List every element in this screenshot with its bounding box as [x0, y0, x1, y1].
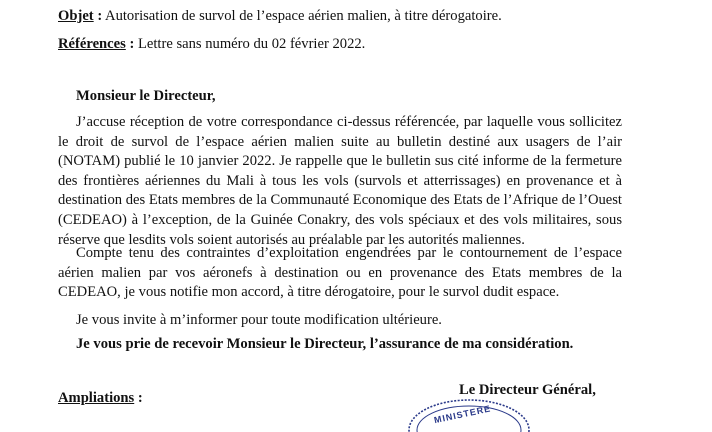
paragraph-line: aérien malien par vos aéronefs à destination ou en provenance des Etats membres de la — [58, 264, 622, 281]
ampliations-separator: : — [134, 390, 143, 406]
paragraph-line: réserve que lesdits vols soient autorisés au préalable par les autorités maliennes. — [58, 231, 525, 248]
paragraph-line: le droit de survol de l’espace aérien malien suite au bulletin destiné aux usagers de l’air — [58, 133, 622, 150]
ampliations-label: Ampliations — [58, 390, 135, 406]
references-separator: : — [125, 36, 135, 52]
paragraph-line: CEDEAO, je vous notifie mon accord, à titre dérogatoire, pour le survol dudit espace. — [58, 284, 560, 301]
paragraph-line: destination des Etats membres de la Communauté Economique des Etats de l’Afrique de l’Ouest — [58, 192, 622, 209]
references-label: Références — [58, 36, 126, 52]
references-line — [58, 35, 365, 53]
references-text: Lettre sans numéro du 02 février 2022. — [134, 36, 366, 52]
paragraph-line: (CEDEAO) à l’exception, de la Guinée Conakry, des vols spéciaux et des vols militaires, sous — [58, 211, 622, 228]
signatory-title: Le Directeur Général, — [459, 382, 596, 398]
subject-line — [58, 7, 502, 25]
paragraph-line: (NOTAM) publié le 10 janvier 2022. Je rappelle que le bulletin sus cité informe de la fermeture — [58, 153, 622, 170]
salutation: Monsieur le Directeur, — [76, 88, 216, 104]
stamp-text: MINISTERE — [433, 403, 492, 426]
body-paragraph-1 — [58, 113, 622, 250]
subject-label: Objet — [58, 8, 94, 24]
body-paragraph-2 — [58, 244, 622, 303]
paragraph-line: des frontières aériennes du Mali à tous les vols (survols et atterrissages) en provenance et à — [58, 172, 622, 189]
ampliations-line — [58, 389, 143, 407]
paragraph-line: J’accuse réception de votre correspondance ci-dessus référencée, par laquelle vous sollicitez — [76, 114, 622, 130]
body-paragraph-3: Je vous invite à m’informer pour toute modification ultérieure. — [76, 312, 442, 328]
subject-text: Autorisation de survol de l’espace aérien malien, à titre dérogatoire. — [102, 8, 502, 24]
subject-separator: : — [93, 8, 103, 24]
paragraph-line: Compte tenu des contraintes d’exploitation engendrées par le contournement de l’espace — [76, 245, 622, 261]
closing-formula: Je vous prie de recevoir Monsieur le Directeur, l’assurance de ma considération. — [76, 336, 574, 352]
